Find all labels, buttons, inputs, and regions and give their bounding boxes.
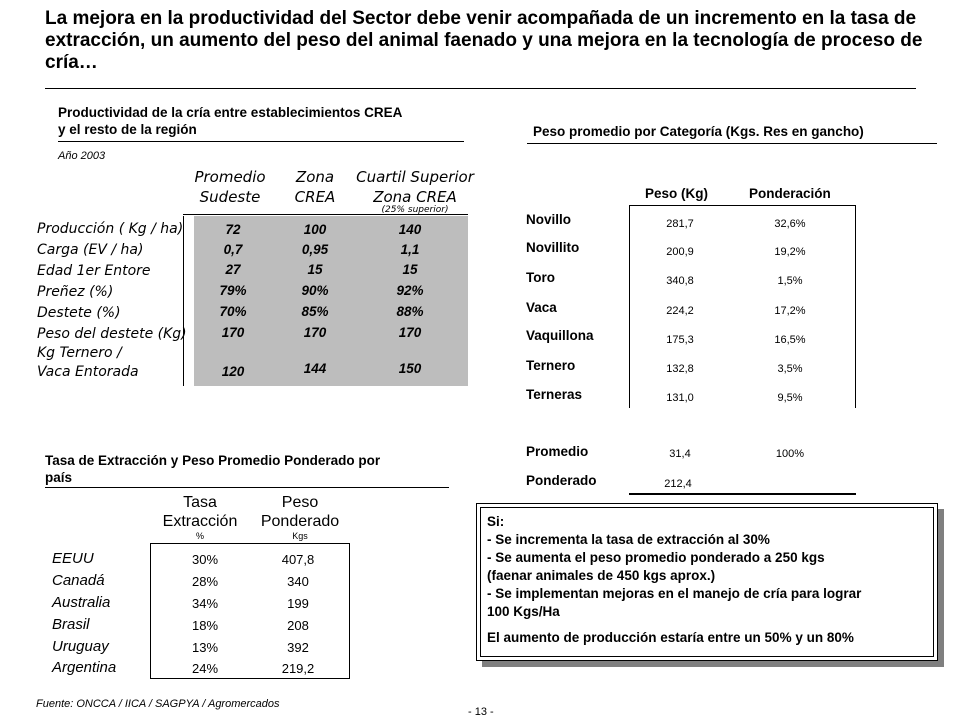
ponderado-peso: 212,4: [664, 478, 692, 490]
cell: 120: [221, 364, 245, 379]
cell: 70%: [219, 304, 247, 319]
header-rule: [183, 214, 468, 215]
tasa-value: 30%: [191, 552, 219, 567]
ponderacion-value: 16,5%: [774, 334, 806, 346]
peso-header-rule: [629, 205, 855, 206]
callout-line: - Se implementan mejoras en el manejo de cría para lograr: [487, 586, 862, 601]
cell: 170: [303, 325, 327, 340]
cat-toro: Toro: [526, 270, 555, 285]
cat-ternero: Ternero: [526, 358, 576, 373]
row-label-kg-ternero: Kg Ternero /: [37, 345, 122, 361]
cell: 72: [225, 222, 241, 237]
peso-left-rule: [629, 205, 630, 408]
promedio-label: Promedio: [526, 444, 589, 459]
tasa-value: 24%: [191, 661, 219, 676]
peso-ponderado-value: 219,2: [281, 661, 315, 676]
cell: 90%: [301, 283, 329, 298]
row-label-produccion: Producción ( Kg / ha): [37, 221, 184, 237]
cell: 100: [303, 222, 327, 237]
cell: 88%: [396, 304, 424, 319]
header-peso-ponderado: Peso Ponderado: [260, 494, 340, 530]
country-eeuu: EEUU: [52, 550, 94, 567]
callout-line: - Se aumenta el peso promedio ponderado a 250 kgs: [487, 550, 825, 565]
cell: 1,1: [400, 242, 420, 257]
cat-novillo: Novillo: [526, 212, 572, 227]
title-divider: [45, 88, 916, 89]
peso-ponderado-value: 208: [287, 618, 309, 633]
page-title: La mejora en la productividad del Sector debe venir acompañada de un incremento en la tasa de extracción, un aumento del peso del animal faenado y una mejora en la tecnología de proceso de cría…: [45, 8, 923, 73]
productividad-title: [58, 104, 402, 138]
peso-value: 131,0: [666, 392, 694, 404]
productividad-title-line2: y el resto de la región: [58, 122, 197, 137]
callout-line: Si:: [487, 514, 505, 529]
country-australia: Australia: [52, 594, 111, 611]
productividad-year: Año 2003: [58, 150, 106, 162]
country-canada: Canadá: [52, 572, 105, 589]
row-label-edad: Edad 1er Entore: [37, 263, 151, 279]
cat-novillito: Novillito: [526, 240, 580, 255]
peso-ponderado-value: 199: [287, 596, 309, 611]
callout-line: 100 Kgs/Ha: [487, 604, 560, 619]
cell: 140: [398, 222, 422, 237]
tasa-title-line2: país: [45, 470, 73, 485]
peso-title-rule: [527, 143, 937, 144]
callout-text: [480, 507, 934, 657]
cell: 170: [221, 325, 245, 340]
tasa-value: 18%: [191, 618, 219, 633]
cat-vaca: Vaca: [526, 300, 557, 315]
callout-box: [476, 503, 938, 661]
tasa-value: 13%: [191, 640, 219, 655]
unit-tasa: %: [195, 531, 204, 541]
cell: 0,95: [301, 242, 329, 257]
tasa-value: 34%: [191, 596, 219, 611]
peso-col-header: Peso (Kg): [645, 186, 709, 201]
row-label-peso-destete: Peso del destete (Kg): [37, 326, 187, 342]
country-uruguay: Uruguay: [52, 638, 109, 655]
cell: 15: [402, 262, 418, 277]
cat-terneras: Terneras: [526, 387, 583, 402]
header-promedio: Promedio Sudeste: [194, 168, 266, 206]
cell: 144: [303, 361, 327, 376]
peso-bottom-rule: [629, 493, 856, 495]
cell: 0,7: [223, 242, 243, 257]
promedio-ponderacion: 100%: [775, 448, 805, 460]
cell: 15: [307, 262, 323, 277]
ponderacion-col-header: Ponderación: [749, 186, 831, 201]
ponderacion-value: 1,5%: [777, 275, 803, 287]
peso-ponderado-value: 407,8: [281, 552, 315, 567]
promedio-peso: 31,4: [669, 448, 691, 460]
header-cuartil: Cuartil Superior Zona CREA: [356, 168, 474, 206]
peso-value: 200,9: [666, 246, 694, 258]
country-brasil: Brasil: [52, 616, 90, 633]
cat-vaquillona: Vaquillona: [526, 328, 594, 343]
row-label-carga: Carga (EV / ha): [37, 242, 144, 258]
productividad-title-rule: [58, 141, 464, 142]
table-left-rule: [183, 216, 184, 386]
callout-line: - Se incrementa la tasa de extracción al 30%: [487, 532, 770, 547]
row-label-vaca-entorada: Vaca Entorada: [37, 364, 139, 380]
peso-ponderado-value: 340: [287, 574, 309, 589]
peso-value: 175,3: [666, 334, 694, 346]
peso-ponderado-value: 392: [287, 640, 309, 655]
peso-value: 132,8: [666, 363, 694, 375]
cell: 92%: [396, 283, 424, 298]
page-number: - 13 -: [468, 706, 494, 718]
ponderacion-value: 32,6%: [774, 218, 806, 230]
footer-source: Fuente: ONCCA / IICA / SAGPYA / Agromercados: [36, 698, 280, 710]
country-argentina: Argentina: [52, 659, 117, 676]
cell: 27: [225, 262, 241, 277]
ponderacion-value: 17,2%: [774, 305, 806, 317]
peso-value: 281,7: [666, 218, 694, 230]
peso-title: Peso promedio por Categoría (Kgs. Res en gancho): [533, 124, 864, 139]
header-cuartil-note: (25% superior): [381, 205, 449, 215]
header-tasa: Tasa Extracción: [162, 494, 238, 530]
callout-line: (faenar animales de 450 kgs aprox.): [487, 568, 716, 583]
ponderacion-value: 9,5%: [777, 392, 803, 404]
cell: 170: [398, 325, 422, 340]
row-label-destete: Destete (%): [37, 305, 121, 321]
row-label-prenez: Preñez (%): [37, 284, 114, 300]
productividad-title-line1: Productividad de la cría entre establecimientos CREA: [58, 105, 403, 120]
ponderacion-value: 3,5%: [777, 363, 803, 375]
unit-peso: Kgs: [292, 531, 308, 541]
header-zona-crea: Zona CREA: [294, 168, 336, 206]
tasa-title: [45, 452, 380, 486]
tasa-title-rule: [45, 487, 449, 488]
peso-right-rule: [855, 205, 856, 408]
ponderacion-value: 19,2%: [774, 246, 806, 258]
cell: 85%: [301, 304, 329, 319]
callout-conclusion: El aumento de producción estaría entre un 50% y un 80%: [487, 630, 854, 645]
cell: 150: [398, 361, 422, 376]
peso-value: 340,8: [666, 275, 694, 287]
cell: 79%: [219, 283, 247, 298]
tasa-value: 28%: [191, 574, 219, 589]
ponderado-label: Ponderado: [526, 473, 597, 488]
peso-value: 224,2: [666, 305, 694, 317]
tasa-title-line1: Tasa de Extracción y Peso Promedio Ponderado por: [45, 453, 381, 468]
